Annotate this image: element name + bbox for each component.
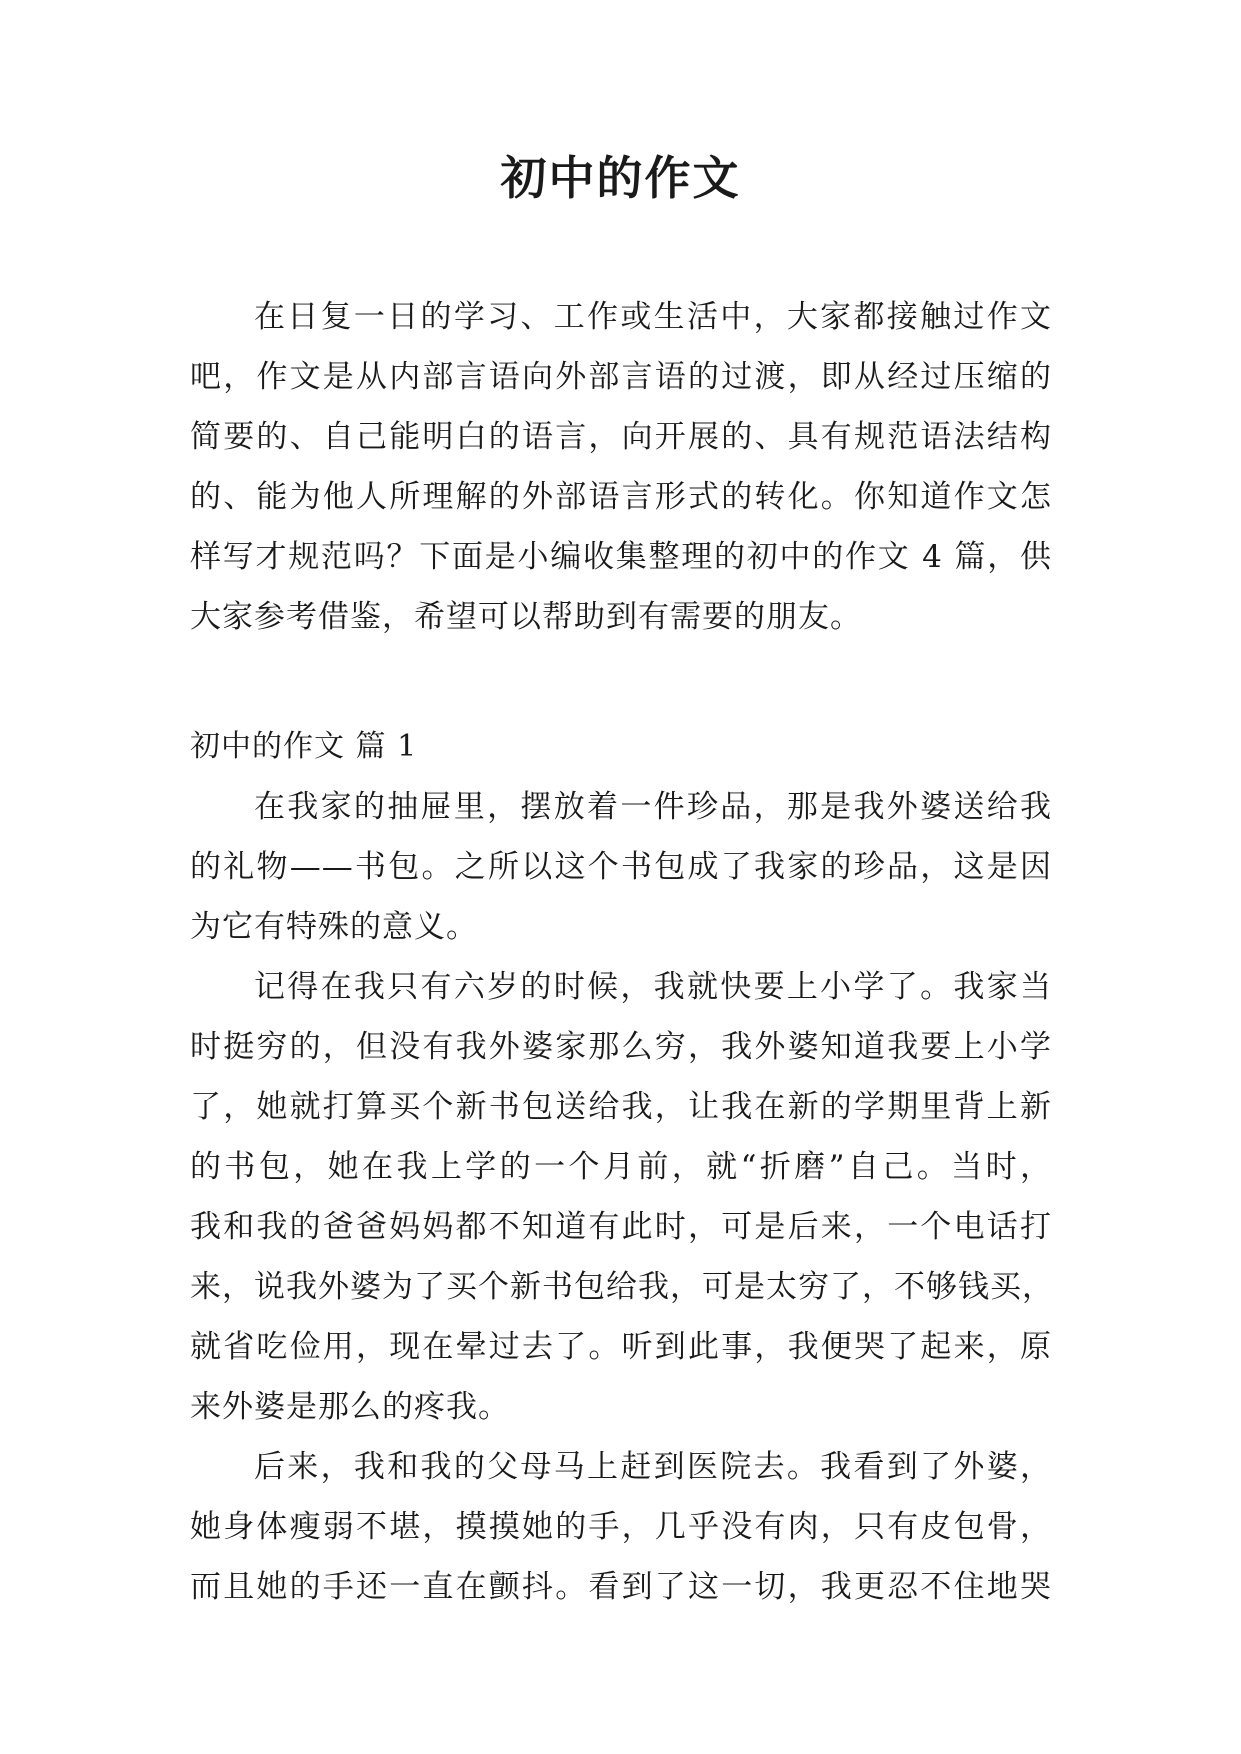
text-line: 吧，作文是从内部言语向外部言语的过渡，即从经过压缩的 — [190, 359, 1052, 395]
text-line: 的书包，她在我上学的一个月前，就“折磨”自己。当时， — [190, 1149, 1052, 1185]
text-line: 在我家的抽屉里，摆放着一件珍品，那是我外婆送给我 — [254, 789, 1052, 825]
text-line: 为它有特殊的意义。 — [190, 909, 478, 945]
text-line: 在日复一日的学习、工作或生活中，大家都接触过作文 — [254, 299, 1052, 335]
text-line: 来外婆是那么的疼我。 — [190, 1389, 510, 1425]
text-line: 后来，我和我的父母马上赶到医院去。我看到了外婆， — [254, 1449, 1052, 1485]
text-line: 她身体瘦弱不堪，摸摸她的手，几乎没有肉，只有皮包骨， — [190, 1509, 1052, 1545]
text-line: 我和我的爸爸妈妈都不知道有此时，可是后来，一个电话打 — [190, 1209, 1052, 1245]
text-line: 了，她就打算买个新书包送给我，让我在新的学期里背上新 — [190, 1089, 1052, 1125]
text-line: 简要的、自己能明白的语言，向开展的、具有规范语法结构 — [190, 419, 1052, 455]
text-line: 记得在我只有六岁的时候，我就快要上小学了。我家当 — [254, 969, 1052, 1005]
text-line: 时挺穷的，但没有我外婆家那么穷，我外婆知道我要上小学 — [190, 1029, 1052, 1065]
document-title: 初中的作文 — [500, 151, 741, 205]
text-line: 就省吃俭用，现在晕过去了。听到此事，我便哭了起来，原 — [190, 1329, 1052, 1365]
text-line: 来，说我外婆为了买个新书包给我，可是太穷了，不够钱买， — [190, 1269, 1054, 1305]
paragraph-2 — [190, 957, 1052, 1437]
text-line: 的礼物——书包。之所以这个书包成了我家的珍品，这是因 — [190, 849, 1052, 885]
section-heading: 初中的作文 篇 1 — [190, 729, 418, 764]
paragraph-3 — [190, 1437, 1052, 1617]
text-line: 而且她的手还一直在颤抖。看到了这一切，我更忍不住地哭 — [190, 1569, 1052, 1605]
paragraph-1 — [190, 777, 1052, 957]
text-line: 大家参考借鉴，希望可以帮助到有需要的朋友。 — [190, 599, 862, 635]
document-body — [190, 287, 1052, 1617]
text-line: 样写才规范吗？下面是小编收集整理的初中的作文 4 篇，供 — [190, 539, 1052, 575]
spacer — [190, 647, 1052, 717]
intro-paragraph — [190, 287, 1052, 647]
text-line: 的、能为他人所理解的外部语言形式的转化。你知道作文怎 — [190, 479, 1052, 515]
